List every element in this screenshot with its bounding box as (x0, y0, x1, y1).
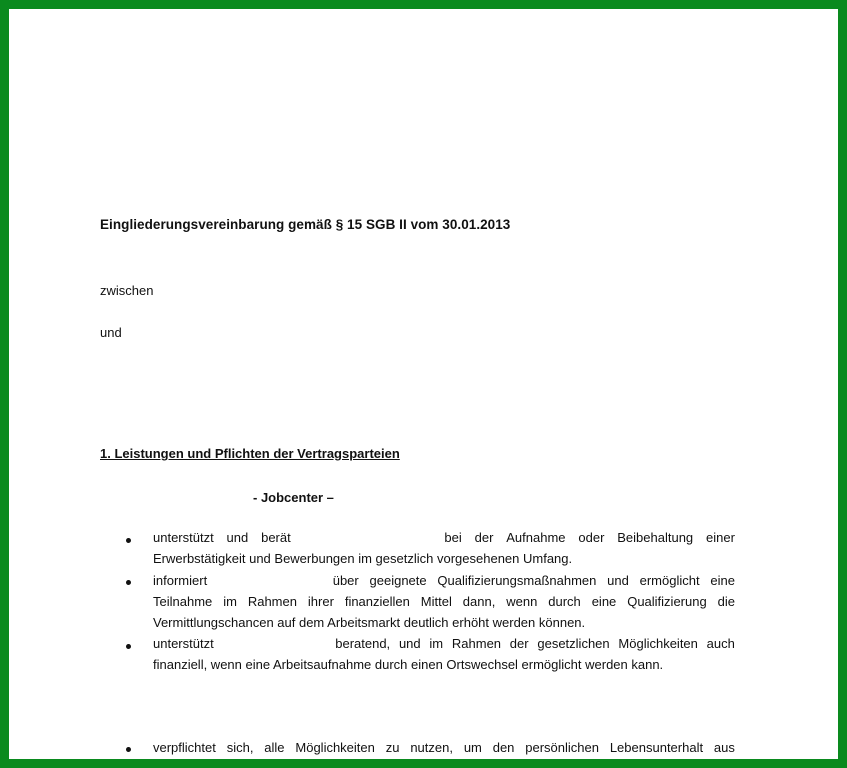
word: im (429, 636, 444, 651)
word: und (607, 573, 629, 588)
word: auch (706, 636, 735, 651)
bullet-line: Erwerbstätigkeit und Bewerbungen im gesetzlich vorgesehenen Umfang. (153, 551, 573, 566)
word: geeignete (369, 573, 427, 588)
document-title: Eingliederungsvereinbarung gemäß § 15 SGB II vom 30.01.2013 (100, 217, 511, 232)
bullet-item-3 (153, 633, 735, 675)
word: über (332, 573, 359, 588)
jobcenter-subheading: - Jobcenter – (253, 490, 334, 505)
word: Qualifizierungsmaßnahmen (437, 573, 597, 588)
word: Mittel (420, 594, 452, 609)
word: der (509, 636, 529, 651)
word: wenn (506, 594, 538, 609)
word: eine (710, 573, 735, 588)
word: unterstützt (153, 636, 214, 651)
word: unterstützt (153, 530, 214, 545)
word: sich, (226, 740, 254, 755)
word: den (492, 740, 515, 755)
bullet-item-2 (153, 570, 735, 633)
bullet-line (153, 737, 735, 758)
word: bei (444, 530, 462, 545)
word: berät (261, 530, 291, 545)
word: eine (591, 594, 617, 609)
bullet-line (153, 527, 735, 548)
word: Möglichkeiten (295, 740, 375, 755)
word: dann, (462, 594, 496, 609)
bullet-line: Vermittlungschancen auf dem Arbeitsmarkt deutlich erhöht werden können. (153, 615, 586, 630)
bullet-dot (126, 538, 131, 543)
word: beratend, (335, 636, 391, 651)
word: der (474, 530, 494, 545)
word: Rahmen (247, 594, 297, 609)
blank-name-gap (304, 527, 432, 548)
bullet-item-1 (153, 527, 735, 569)
word: Möglichkeiten (618, 636, 698, 651)
blank-name-gap (218, 570, 322, 591)
word: informiert (153, 573, 208, 588)
word: persönlichen (525, 740, 599, 755)
bullet-dot (126, 580, 131, 585)
word: Beibehaltung (617, 530, 694, 545)
and-label: und (100, 325, 122, 340)
word: durch (548, 594, 581, 609)
word: ermöglicht (639, 573, 700, 588)
word: die (717, 594, 735, 609)
word: ihrer (307, 594, 334, 609)
section-heading: 1. Leistungen und Pflichten der Vertragsparteien (100, 446, 400, 461)
word: Qualifizierung (627, 594, 707, 609)
word: im (223, 594, 237, 609)
word: aus (713, 740, 735, 755)
word: nutzen, (410, 740, 453, 755)
bullet-dot (126, 747, 131, 752)
word: Aufnahme (506, 530, 566, 545)
word: finanziellen (344, 594, 410, 609)
bullet-line (153, 570, 735, 591)
word: alle (264, 740, 285, 755)
bullet-line (153, 591, 735, 612)
word: und (398, 636, 421, 651)
word: Teilnahme (153, 594, 213, 609)
word: Lebensunterhalt (609, 740, 704, 755)
between-label: zwischen (100, 283, 154, 298)
word: oder (578, 530, 605, 545)
bullet-line: finanziell, wenn eine Arbeitsaufnahme durch einen Ortswechsel ermöglicht werden kann. (153, 657, 664, 672)
word: einer (706, 530, 735, 545)
word: Rahmen (451, 636, 502, 651)
bullet-dot (126, 644, 131, 649)
bullet-line (153, 633, 735, 654)
blank-name-gap (222, 633, 326, 654)
word: zu (385, 740, 400, 755)
word: um (463, 740, 482, 755)
document-page (9, 9, 838, 759)
word: gesetzlichen (537, 636, 610, 651)
bullet-item-4 (153, 737, 735, 758)
word: und (226, 530, 249, 545)
word: verpflichtet (153, 740, 216, 755)
